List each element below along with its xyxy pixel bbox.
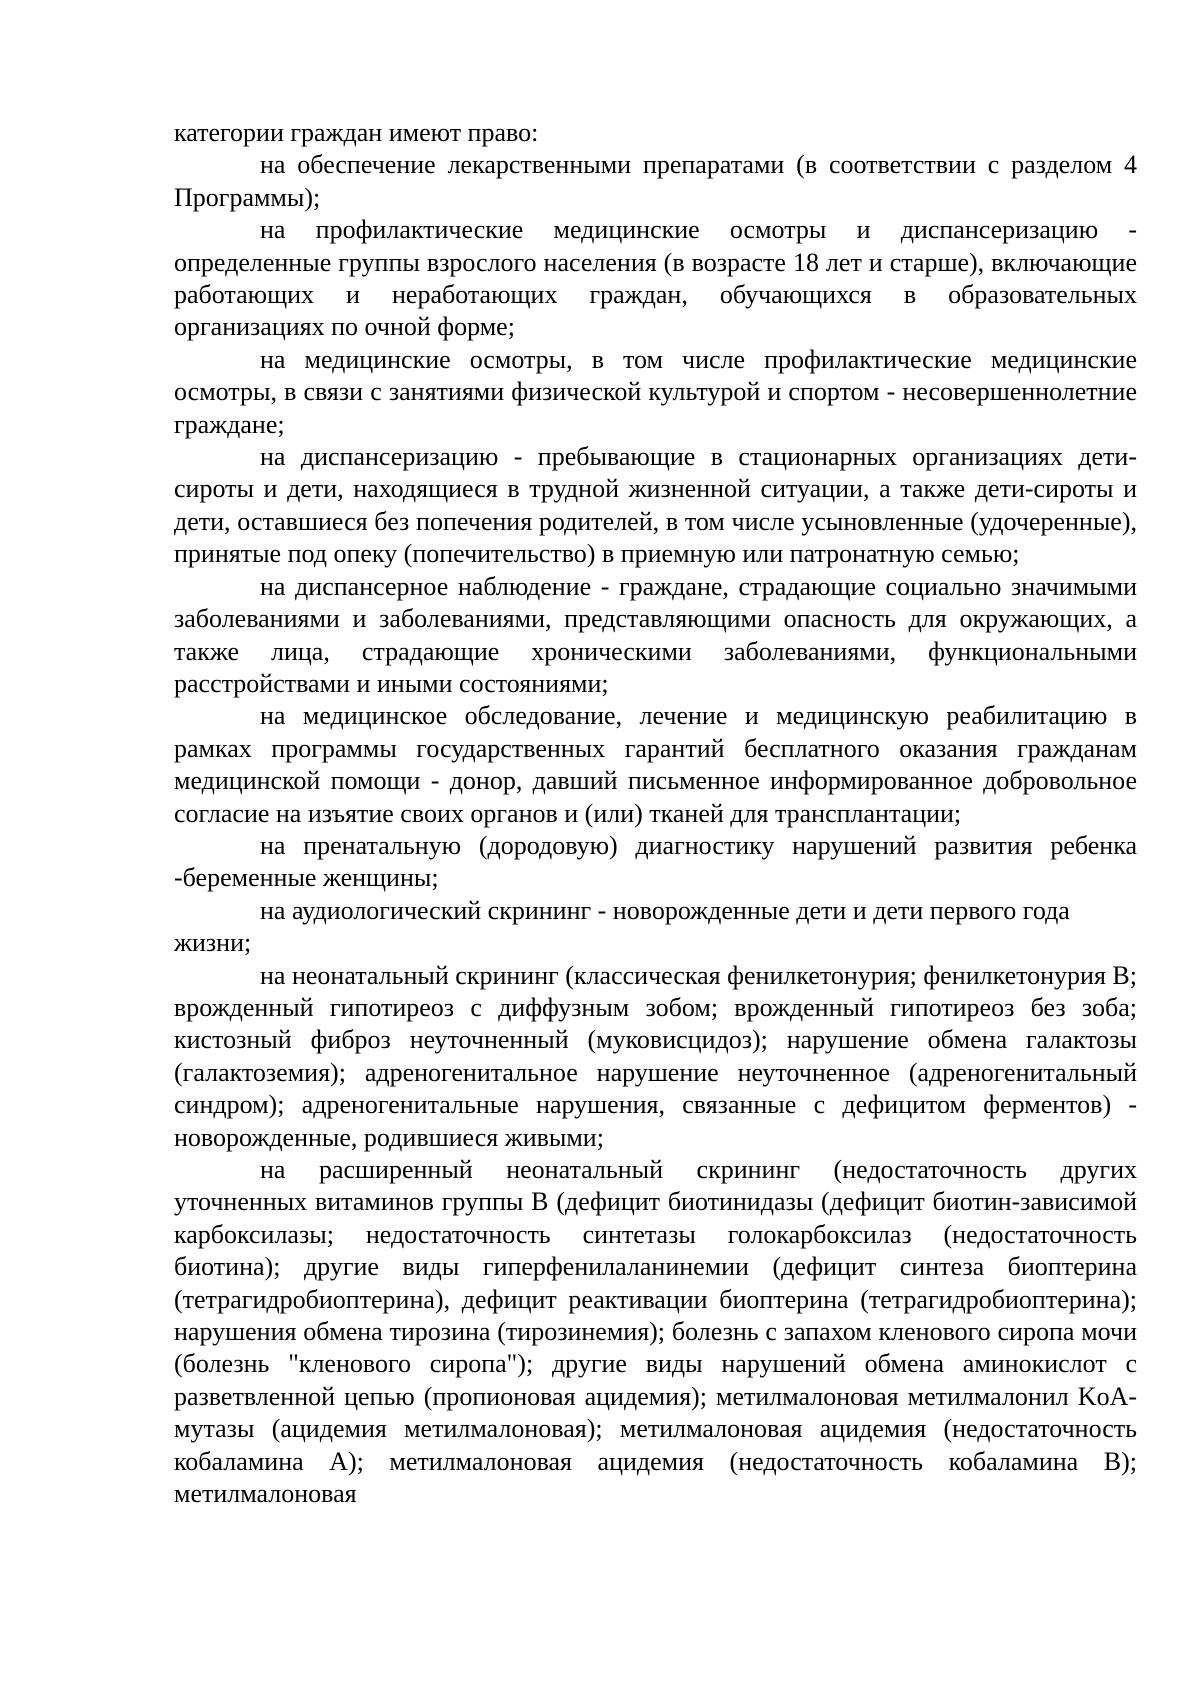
paragraph-medicines: на обеспечение лекарственными препаратами (в соответствии с разделом 4 Программы);	[174, 150, 1137, 212]
paragraph-medical-exams-minors: на медицинские осмотры, в том числе профилактические медицинские осмотры, в связи с занятиями физической культурой и спортом - несовершеннолетние граждане;	[174, 344, 1137, 439]
paragraph-prenatal-diagnostics: на пренатальную (дородовую) диагностику нарушений развития ребенка -беременные женщины;	[174, 830, 1137, 893]
paragraph-donor-rehabilitation: на медицинское обследование, лечение и медицинскую реабилитацию в рамках программы государственных гарантий бесплатного оказания гражданам медицинской помощи - донор, давший письменное информированное добровольное согласие на изъятие своих органов и (или) тканей для трансплантации;	[174, 701, 1137, 828]
paragraph-preventive-exams: на профилактические медицинские осмотры и диспансеризацию - определенные группы взрослого населения (в возрасте 18 лет и старше), включающие работающих и неработающих граждан, обучающихся в образовательных организациях по очной форме;	[174, 215, 1137, 342]
paragraph-audiology-screening: на аудиологический скрининг - новорожденные дети и дети первого года жизни;	[174, 895, 1070, 958]
paragraph-dispensary-observation: на диспансерное наблюдение - граждане, страдающие социально значимыми заболеваниями и заболеваниями, представляющими опасность для окружающих, а также лица, страдающие хроническими заболеваниями, функциональными расстройствами и иными состояниями;	[174, 571, 1137, 698]
paragraph-orphans-dispensary: на диспансеризацию - пребывающие в стационарных организациях дети-сироты и дети, находящиеся в трудной жизненной ситуации, а также дети-сироты и дети, оставшиеся без попечения родителей, в том числе усыновленные (удочеренные), принятые под опеку (попечительство) в приемную или патронатную семью;	[174, 442, 1137, 569]
paragraph-neonatal-screening: на неонатальный скрининг (классическая фенилкетонурия; фенилкетонурия B; врожденный гипотиреоз с диффузным зобом; врожденный гипотиреоз без зоба; кистозный фиброз неуточненный (муковисцидоз); нарушение обмена галактозы (галактоземия); адреногенитальное нарушение неуточненное (адреногенитальный синдром); адреногенитальные нарушения, связанные с дефицитом ферментов) - новорожденные, родившиеся живыми;	[174, 960, 1137, 1152]
paragraph-extended-neonatal-screening: на расширенный неонатальный скрининг (недостаточность других уточненных витаминов группы B (дефицит биотинидазы (дефицит биотин-зависимой карбоксилазы; недостаточность синтетазы голокарбоксилаз (недостаточность биотина); другие виды гиперфенилаланинемии (дефицит синтеза биоптерина (тетрагидробиоптерина), дефицит реактивации биоптерина (тетрагидробиоптерина); нарушения обмена тирозина (тирозинемия); болезнь с запахом кленового сиропа мочи (болезнь "кленового сиропа"); другие виды нарушений обмена аминокислот с разветвленной цепью (пропионовая ацидемия); метилмалоновая метилмалонил KoA-мутазы (ацидемия метилмалоновая); метилмалоновая ацидемия (недостаточность кобаламина A); метилмалоновая ацидемия (недостаточность кобаламина B); метилмалоновая	[174, 1155, 1137, 1509]
paragraph-intro: категории граждан имеют право:	[174, 118, 539, 147]
document-body	[174, 117, 1137, 1510]
